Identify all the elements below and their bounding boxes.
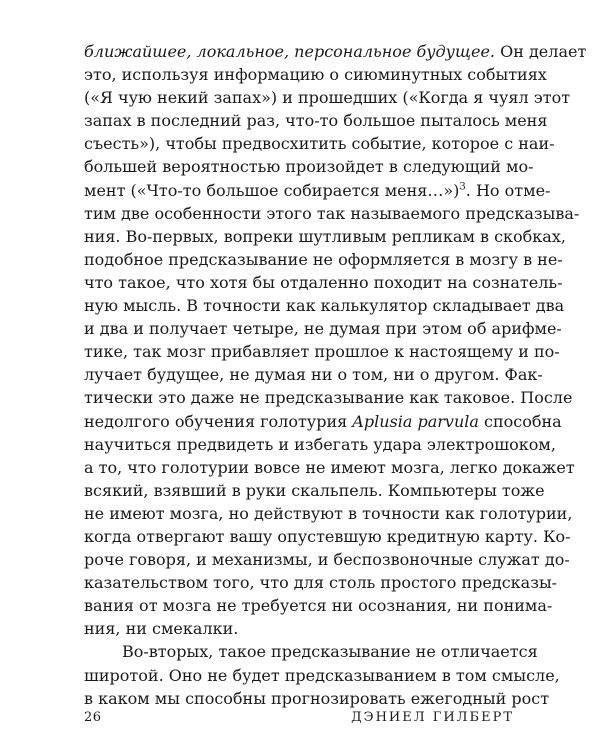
body-text bbox=[84, 40, 587, 710]
text-line bbox=[84, 456, 575, 479]
text-run: подобное предсказывание не оформляется в мозгу в не- bbox=[84, 249, 563, 269]
text-run: это, используя информацию о сиюминутных событиях bbox=[84, 65, 547, 85]
text-line bbox=[84, 317, 562, 340]
text-run: не имеют мозга, но действуют в точности как голотурии, bbox=[84, 503, 573, 523]
text-run: тим две особенности этого так называемого предсказыва- bbox=[84, 203, 580, 223]
text-run: запах в последний раз, что-то большое пыталось меня bbox=[84, 111, 548, 131]
text-run: научиться предвидеть и избегать удара электрошоком, bbox=[84, 434, 556, 454]
text-run: . Но отме- bbox=[465, 180, 551, 200]
text-run: тически это даже не предсказывание как таковое. После bbox=[84, 388, 573, 408]
text-run: ния. Во-первых, вопреки шутливым репликам в скобках, bbox=[84, 226, 566, 246]
text-line bbox=[84, 571, 558, 594]
text-run: Во-вторых, такое предсказывание не отличается bbox=[122, 642, 538, 662]
text-line bbox=[84, 410, 562, 433]
text-run: а то, что голотурии вовсе не имеют мозга, легко докажет bbox=[84, 457, 575, 477]
footnote-marker: 3 bbox=[459, 181, 466, 193]
text-line bbox=[84, 594, 553, 617]
text-run: тике, так мозг прибавляет прошлое к настоящему и по- bbox=[84, 342, 560, 362]
text-run: всякий, взявший в руки скальпель. Компьютеры тоже bbox=[84, 480, 545, 500]
text-run: большей вероятностью произойдет в следующий мо- bbox=[84, 157, 534, 177]
text-line bbox=[84, 248, 563, 271]
text-line bbox=[84, 687, 550, 710]
text-line bbox=[84, 63, 547, 86]
text-run: ную мысль. В точности как калькулятор складывает два bbox=[84, 296, 565, 316]
text-line bbox=[84, 548, 570, 571]
running-head-author: ДЭНИЕЛ ГИЛБЕРТ bbox=[351, 710, 514, 725]
text-line bbox=[84, 40, 587, 63]
text-line bbox=[84, 525, 571, 548]
page-number: 26 bbox=[84, 710, 102, 725]
text-run: в каком мы способны прогнозировать ежегодный рост bbox=[84, 688, 550, 708]
text-run: казательством того, что для столь простого предсказы- bbox=[84, 573, 558, 593]
text-run-italic: Aplusia parvula bbox=[352, 411, 479, 431]
text-run: недолгого обучения голотурия bbox=[84, 411, 353, 431]
text-line bbox=[84, 86, 571, 109]
text-line bbox=[84, 617, 514, 640]
text-run: широтой. Оно не будет предсказыванием в том смысле, bbox=[84, 665, 560, 685]
text-run: способна bbox=[478, 411, 562, 431]
text-line bbox=[84, 294, 565, 317]
text-line bbox=[84, 109, 548, 132]
text-run: («Я чую некий запах») и прошедших («Когда я чуял этот bbox=[84, 88, 571, 108]
text-line bbox=[84, 155, 534, 178]
text-line bbox=[84, 132, 555, 155]
text-run: роче говоря, и механизмы, и беспозвоночные служат до- bbox=[84, 550, 570, 570]
text-line bbox=[84, 502, 573, 525]
text-run-italic: ближайшее, локальное, персональное будущее. bbox=[84, 42, 495, 61]
text-run: вания от мозга не требуется ни осознания, ни понима- bbox=[84, 596, 553, 616]
text-line bbox=[84, 363, 543, 386]
text-line bbox=[84, 433, 556, 456]
text-run: съесть»), чтобы предвосхитить событие, которое с наи- bbox=[84, 134, 555, 154]
text-line bbox=[84, 202, 580, 225]
text-run: и два и получает четыре, не думая при этом об арифме- bbox=[84, 319, 562, 339]
text-line bbox=[84, 271, 563, 294]
text-run: что такое, что хотя бы отдаленно походит на сознатель- bbox=[84, 272, 563, 292]
text-line bbox=[84, 664, 560, 687]
text-line bbox=[84, 340, 560, 363]
text-line bbox=[84, 640, 538, 663]
text-run: когда отвергают вашу опустевшую кредитную карту. Ко- bbox=[84, 526, 571, 546]
text-run: ния, ни смекалки. bbox=[84, 619, 239, 639]
text-run: лучает будущее, не думая ни о том, ни о другом. Фак- bbox=[84, 365, 543, 385]
text-line bbox=[84, 386, 573, 409]
text-line bbox=[84, 179, 551, 202]
text-line bbox=[84, 479, 545, 502]
text-run: Он делает bbox=[495, 42, 587, 61]
text-run: мент («Что-то большое собирается меня…») bbox=[84, 180, 460, 200]
text-line bbox=[84, 225, 566, 248]
